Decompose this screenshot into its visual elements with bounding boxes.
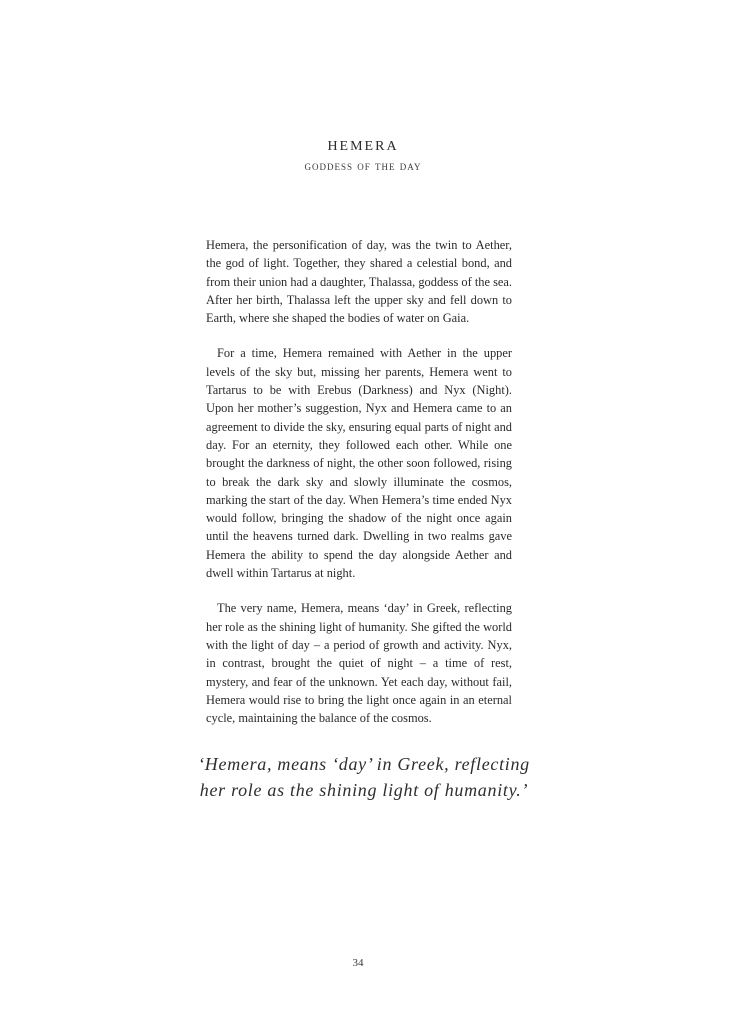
page-subtitle: goddess of the day [304,158,422,173]
body-text [206,236,512,744]
paragraph-1: Hemera, the personification of day, was the twin to Aether, the god of light. Together, they shared a celestial bond, and from their union had a daughter, Thalassa, goddess of the sea. After her birth, Thalassa left the upper sky and fell down to Earth, where she shaped the bodies of water on Gaia. [206,238,512,326]
pull-quote: ‘Hemera, means ‘day’ in Greek, reflecting her role as the shining light of humanity.’ [198,754,530,800]
paragraph-3: The very name, Hemera, means ‘day’ in Greek, reflecting her role as the shining light of humanity. She gifted the world with the light of day – a period of growth and activity. Nyx, in contrast, brought the quiet of night – a time of rest, mystery, and fear of the unknown. Yet each day, without fail, Hemera would rise to bring the light once again in an eternal cycle, maintaining the balance of the cosmos. [206,601,512,726]
paragraph-2: For a time, Hemera remained with Aether in the upper levels of the sky but, missing her parents, Hemera went to Tartarus to be with Erebus (Darkness) and Nyx (Night). Upon her mother’s suggestion, Nyx and Hemera came to an agreement to divide the sky, ensuring equal parts of night and day. For an eternity, they followed each other. While one brought the darkness of night, the other soon followed, rising to break the dark sky and slowly illuminate the cosmos, marking the start of the day. When Hemera’s time ended Nyx would follow, bringing the shadow of the night once again until the heavens turned dark. Dwelling in two realms gave Hemera the ability to spend the day alongside Aether and dwell within Tartarus at night. [206,346,512,581]
page-number: 34 [352,957,364,969]
page-title: hemera [327,133,399,155]
